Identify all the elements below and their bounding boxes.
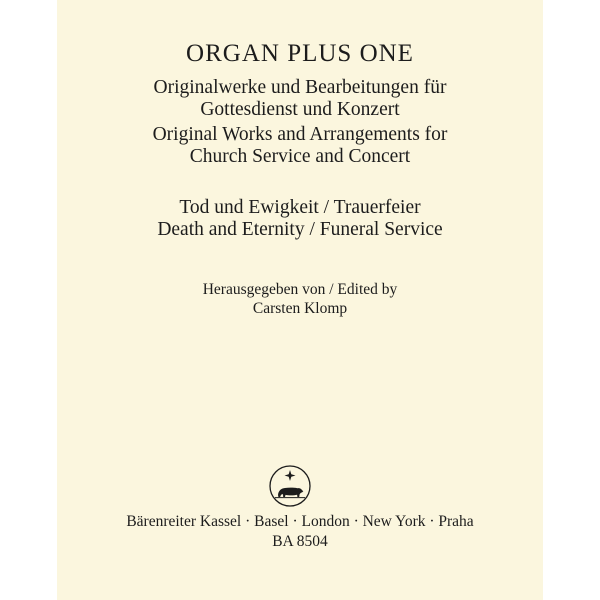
publisher-logo-icon [267, 464, 313, 508]
subtitle-english-line-2: Church Service and Concert [189, 146, 411, 167]
subtitle-german-line-2: Gottesdienst und Konzert [200, 99, 400, 120]
editor-name: Carsten Klomp [252, 300, 348, 317]
subtitle-english-line-1: Original Works and Arrangements for [152, 124, 448, 145]
subtitle-german-line-1: Originalwerke und Bearbeitungen für [153, 77, 447, 98]
theme-english: Death and Eternity / Funeral Service [157, 219, 443, 240]
theme-german: Tod und Ewigkeit / Trauerfeier [179, 197, 421, 218]
cover-page [57, 0, 543, 600]
edited-by-label: Herausgegeben von / Edited by [202, 281, 398, 298]
page-title: ORGAN PLUS ONE [186, 40, 414, 67]
publisher-locations: Bärenreiter Kassel · Basel · London · New York · Praha [126, 513, 474, 530]
catalog-number: BA 8504 [272, 533, 328, 550]
